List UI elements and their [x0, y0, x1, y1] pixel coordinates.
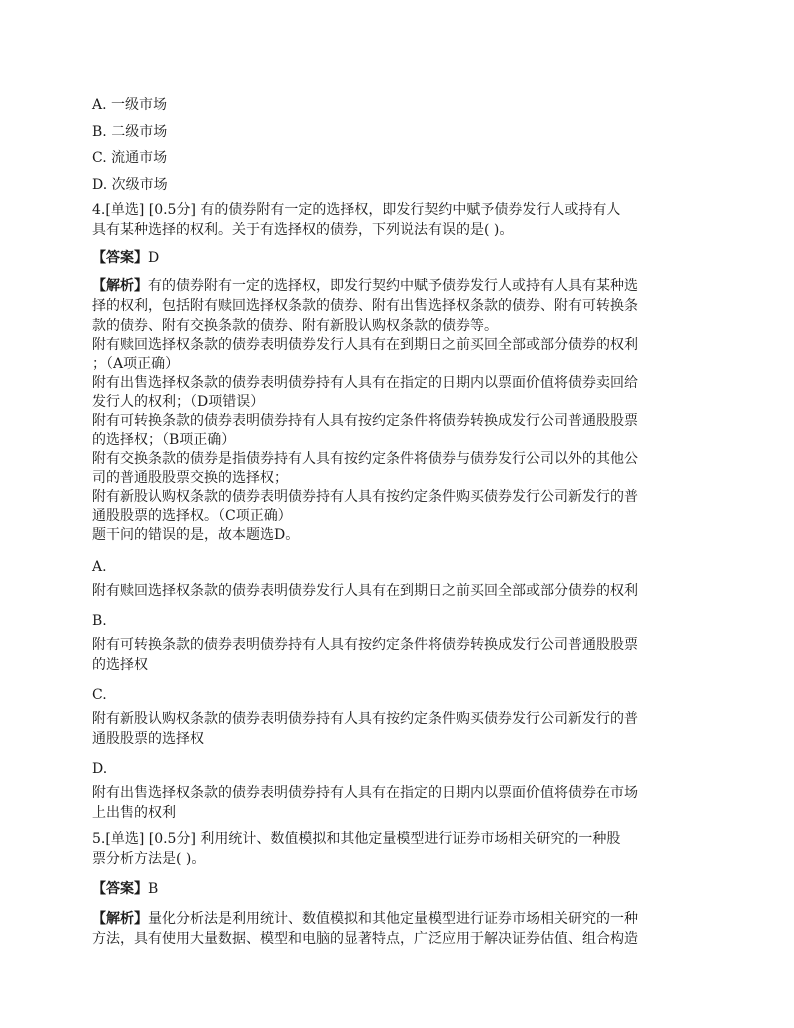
- option-text: 附有赎回选择权条款的债券表明债券发行人具有在到期日之前买回全部或部分债券的权利: [92, 583, 638, 599]
- analysis-line: 附有赎回选择权条款的债券表明债券发行人具有在到期日之前买回全部或部分债券的权利: [92, 337, 638, 353]
- answer-value: B: [148, 881, 159, 897]
- analysis-line: 附有新股认购权条款的债券表明债券持有人具有按约定条件购买债券发行公司新发行的普: [92, 489, 638, 505]
- option-d: D. 次级市场: [92, 176, 168, 193]
- analysis-line: 通股股票的选择权。（C项正确）: [92, 508, 292, 524]
- question-5-line: 票分析方法是( )。: [92, 851, 206, 867]
- analysis-line: 附有出售选择权条款的债券表明债券持有人具有在指定的日期内以票面价值将债券卖回给: [92, 375, 638, 391]
- option-c: C. 流通市场: [92, 150, 168, 166]
- answer-label: 【答案】: [92, 250, 148, 266]
- analysis-line: 方法，具有使用大量数据、模型和电脑的显著特点，广泛应用于解决证券估值、组合构造: [92, 931, 638, 947]
- analysis-line: 择的权利，包括附有赎回选择权条款的债券、附有出售选择权条款的债券、附有可转换条: [92, 298, 638, 314]
- option-text: 的选择权: [92, 657, 148, 673]
- analysis-line: [92, 276, 702, 296]
- analysis-line: 题干问的错误的是，故本题选D。: [92, 527, 300, 543]
- option-letter: A.: [92, 559, 107, 575]
- analysis-line: 款的债券、附有交换条款的债券、附有新股认购权条款的债券等。: [92, 318, 498, 334]
- question-4-line: 具有某种选择的权利。关于有选择权的债券，下列说法有误的是( )。: [92, 222, 514, 238]
- option-letter: D.: [92, 761, 108, 777]
- q4-option-b: [92, 611, 702, 675]
- analysis-text: 量化分析法是利用统计、数值模拟和其他定量模型进行证券市场相关研究的一种: [148, 911, 638, 927]
- answer-value: D: [148, 250, 160, 266]
- option-text: 通股股票的选择权: [92, 731, 204, 747]
- q4-option-a: [92, 557, 702, 601]
- analysis-line: 发行人的权利；（D项错误）: [92, 394, 265, 410]
- answer-row: [92, 248, 702, 268]
- answer-label: 【答案】: [92, 881, 148, 897]
- q4-option-d: [92, 759, 702, 823]
- analysis-line: 附有交换条款的债券是指债券持有人具有按约定条件将债券与债券发行公司以外的其他公: [92, 451, 638, 467]
- analysis-text: 有的债券附有一定的选择权，即发行契约中赋予债券发行人或持有人具有某种选: [148, 278, 638, 294]
- answer-row: [92, 879, 702, 899]
- prev-options: [92, 92, 702, 198]
- option-text: 附有出售选择权条款的债券表明债券持有人具有在指定的日期内以票面价值将债券在市场: [92, 785, 638, 801]
- option-text: 附有新股认购权条款的债券表明债券持有人具有按约定条件购买债券发行公司新发行的普: [92, 711, 638, 727]
- document-page: [92, 92, 702, 949]
- analysis-block: [92, 909, 702, 949]
- question-4: [92, 200, 702, 823]
- option-b: B. 二级市场: [92, 123, 168, 140]
- analysis-line: 司的普通股股票交换的选择权；: [92, 470, 288, 486]
- analysis-line: [92, 909, 702, 929]
- analysis-line: 附有可转换条款的债券表明债券持有人具有按约定条件将债券转换成发行公司普通股股票: [92, 413, 638, 429]
- option-letter: C.: [92, 687, 107, 703]
- analysis-label: 【解析】: [92, 911, 148, 927]
- option-a: A. 一级市场: [92, 97, 168, 113]
- analysis-label: 【解析】: [92, 278, 148, 294]
- question-4-line: 4.[单选] [0.5分] 有的债券附有一定的选择权，即发行契约中赋予债券发行人或持有人: [92, 202, 621, 218]
- analysis-line: ；（A项正确）: [92, 356, 180, 372]
- option-text: 附有可转换条款的债券表明债券持有人具有按约定条件将债券转换成发行公司普通股股票: [92, 637, 638, 653]
- option-text: 上出售的权利: [92, 805, 176, 821]
- q4-option-c: [92, 685, 702, 749]
- question-5: [92, 829, 702, 949]
- question-5-line: 5.[单选] [0.5分] 利用统计、数值模拟和其他定量模型进行证券市场相关研究的一种股: [92, 831, 621, 847]
- option-letter: B.: [92, 613, 107, 629]
- analysis-block: [92, 276, 702, 545]
- analysis-line: 的选择权；（B项正确）: [92, 432, 236, 448]
